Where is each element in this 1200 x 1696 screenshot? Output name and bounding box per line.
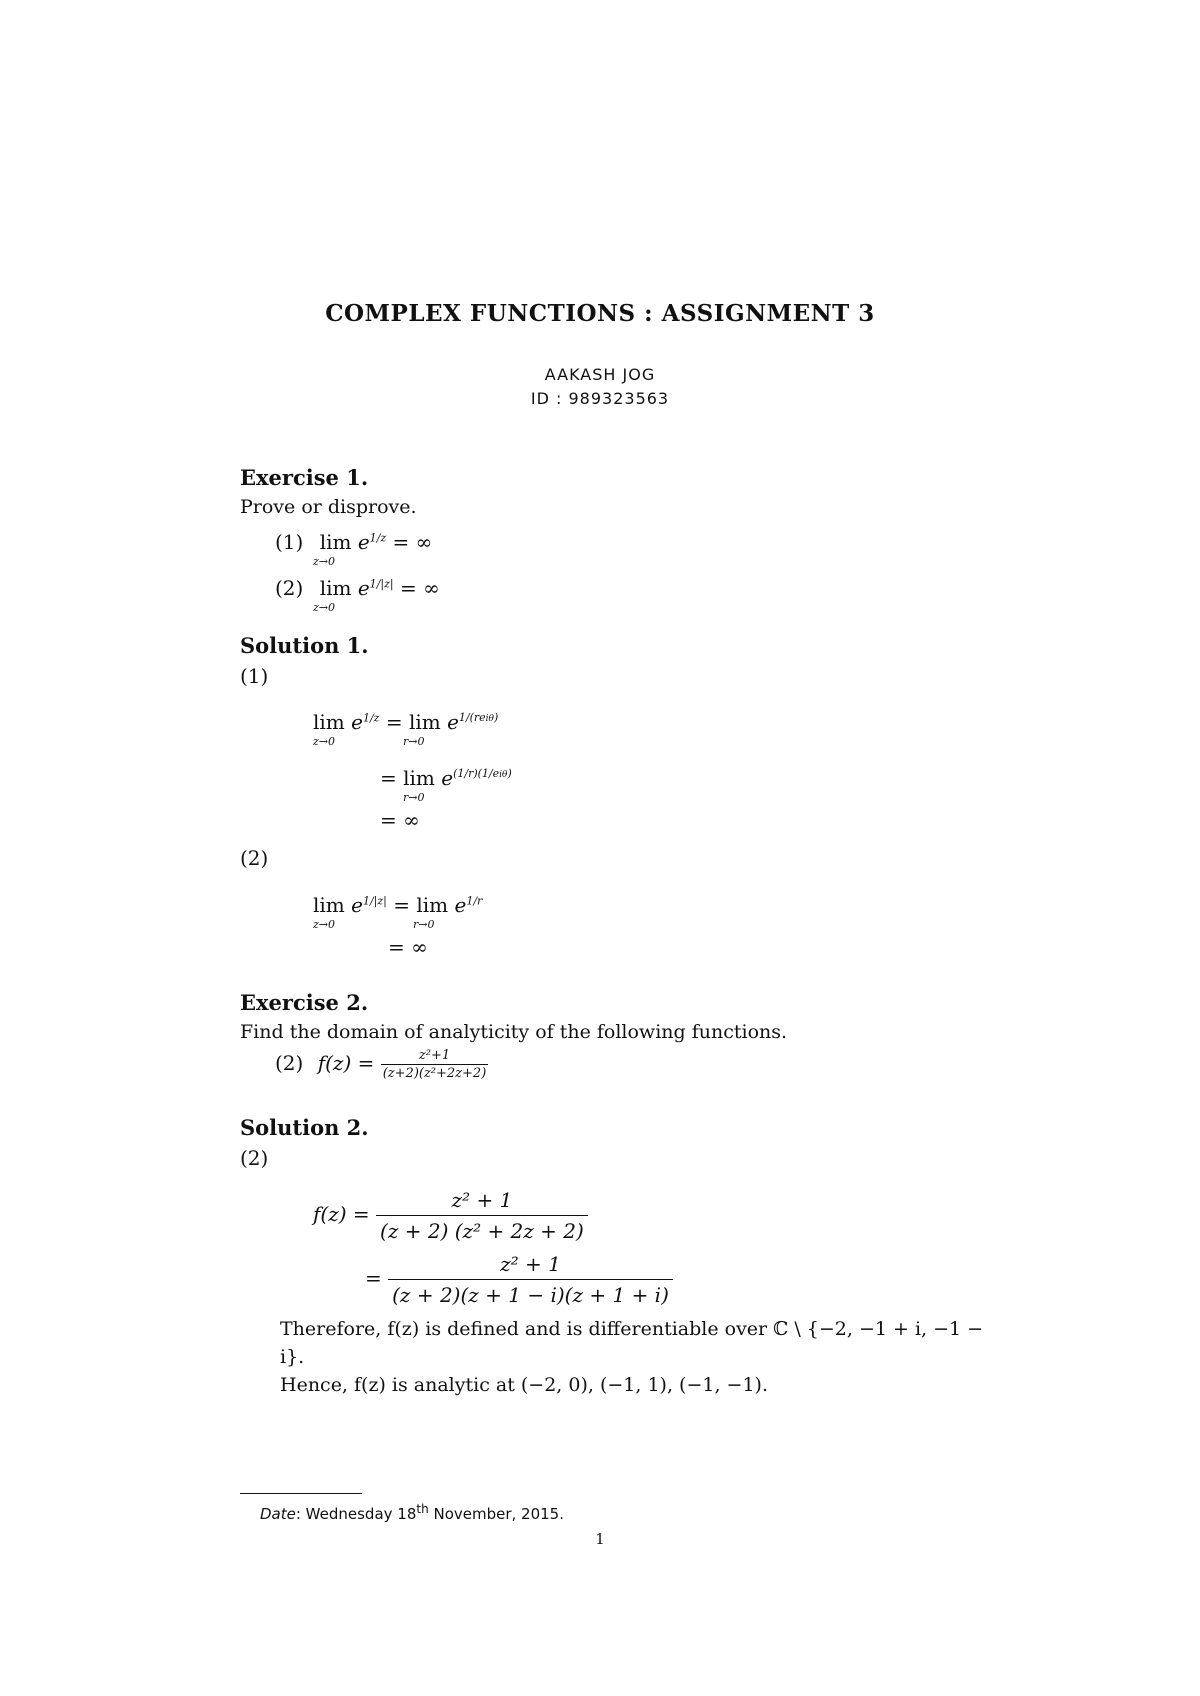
document-title: COMPLEX FUNCTIONS : ASSIGNMENT 3	[325, 300, 875, 327]
author-block	[0, 363, 1200, 411]
solution-1-part-2-eq-2: = ∞	[388, 935, 428, 959]
exercise-1-prompt: Prove or disprove.	[240, 496, 417, 518]
solution-2-heading: Solution 2.	[240, 1115, 369, 1140]
solution-2-hence-line: Hence, f(z) is analytic at (−2, 0), (−1, 1), (−1, −1).	[280, 1374, 769, 1396]
solution-1-eq-1-sub-lhs: z→0	[313, 735, 336, 748]
exercise-2-fraction: $\frac{\text{z²+1}}{\text{(z+2)(z²+2z+2)}}$	[382, 1048, 487, 1081]
exercise-1-item-1: (1) $\lim e^{1/z}$ = ∞	[275, 530, 433, 554]
solution-1-heading: Solution 1.	[240, 633, 369, 658]
solution-1-eq-2-sub: r→0	[403, 791, 425, 804]
solution-1-eq-3: = ∞	[380, 808, 420, 832]
solution-1-part-2-sub-lhs: z→0	[313, 918, 336, 931]
solution-1-part-2-eq-1: $\lim e^{1/|z|} = \lim e^{1/r}$	[313, 893, 483, 917]
solution-2-eq-2: = $\frac{\text{z² + 1}}{(z + 2)(z + 1 - i)(z + 1 + i)}$	[365, 1252, 673, 1307]
solution-1-eq-1: $\lim e^{1/z} = \lim e^{1/(rei\theta)}$	[313, 710, 499, 734]
exercise-1-item-2: (2) $\lim e^{1/|z|}$ = ∞	[275, 576, 440, 600]
footnote-date: Date: Wednesday 18th November, 2015.	[260, 1502, 564, 1523]
solution-2-therefore-line-1: Therefore, f(z) is defined and is differentiable over ℂ \ {−2, −1 + i, −1 −	[280, 1318, 984, 1340]
solution-1-eq-1-sub-rhs: r→0	[403, 735, 425, 748]
author-id: ID : 989323563	[530, 389, 670, 408]
solution-1-part-2-label: (2)	[240, 846, 269, 870]
exercise-2-heading: Exercise 2.	[240, 990, 369, 1015]
exercise-1-item-1-sub: z→0	[313, 555, 336, 568]
solution-2-therefore-line-2: i}.	[280, 1346, 305, 1368]
exercise-2-item: (2) f(z) = $\frac{\text{z²+1}}{\text{(z+2)(z²+2z+2)}}$	[275, 1048, 487, 1081]
exercise-2-prompt: Find the domain of analyticity of the following functions.	[240, 1021, 788, 1043]
solution-1-part-1-label: (1)	[240, 664, 269, 688]
solution-2-part-label: (2)	[240, 1146, 269, 1170]
author-name: AAKASH JOG	[544, 365, 656, 384]
exercise-1-heading: Exercise 1.	[240, 465, 369, 490]
solution-1-eq-2: = $\lim e^{(1/r)(1/ei\theta)}$	[380, 766, 512, 790]
page-number: 1	[595, 1530, 605, 1548]
solution-2-eq-1: f(z) = $\frac{\text{z² + 1}}{\text{(z + 2) (z² + 2z + 2)}}$	[313, 1188, 588, 1243]
solution-1-part-2-sub-rhs: r→0	[413, 918, 435, 931]
footnote-rule	[240, 1493, 362, 1494]
exercise-1-item-2-sub: z→0	[313, 601, 336, 614]
